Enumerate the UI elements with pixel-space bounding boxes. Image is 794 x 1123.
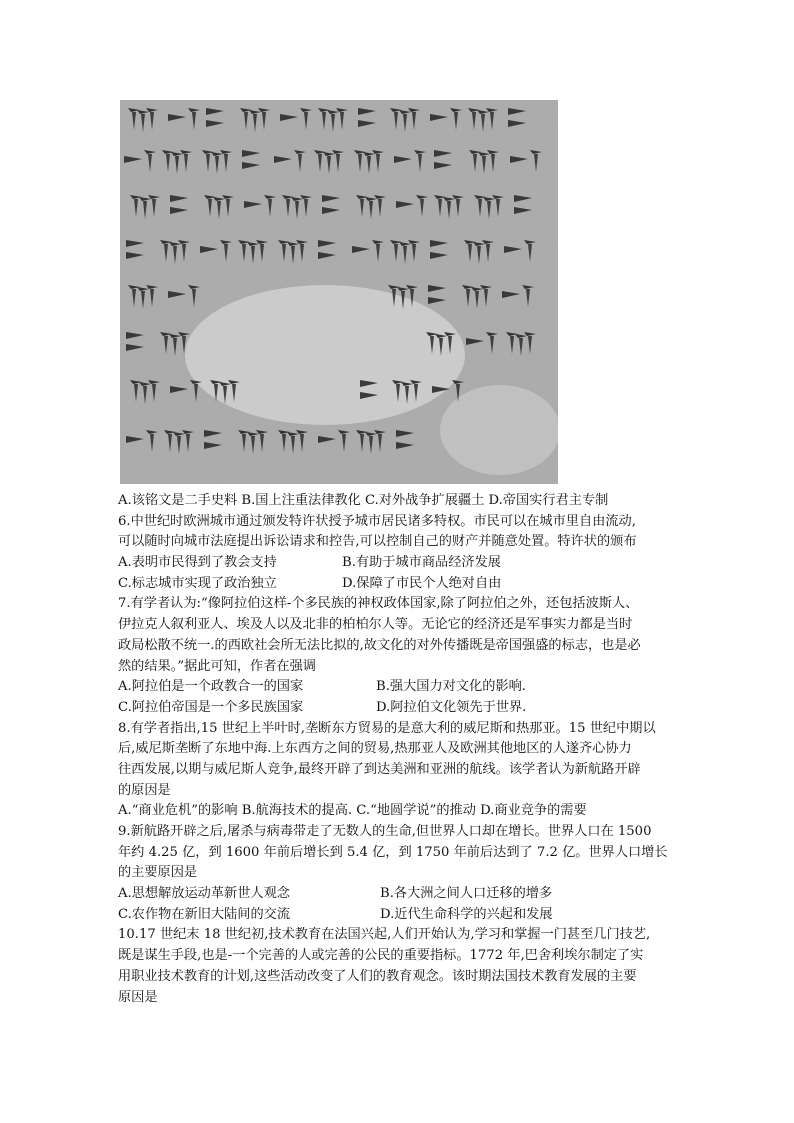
cuneiform-inscription-photo — [120, 100, 558, 484]
q7-stem-line-3: 政局松散不统一.的西欧社会所无法比拟的,故文化的对外传播既是帝国强盛的标志，也是必 — [118, 637, 641, 653]
q6-options-row-2 — [118, 574, 678, 595]
q8-stem-line-4: 的原因是 — [118, 782, 171, 798]
q10-stem-line-2: 既是谋生手段,也是-一个完善的人或完善的公民的重要指标。1772 年,巴舍利埃尔制定了实 — [118, 948, 644, 964]
q9-options-row-1 — [118, 884, 678, 905]
q7-option-c: C.阿拉伯帝国是一个多民族国家 — [118, 699, 304, 715]
q7-stem-line-2: 伊拉克人叙利亚人、埃及人以及北非的柏柏尔人等。无论它的经济还是军事实力都是当时 — [118, 617, 633, 633]
q9-option-a: A.思想解放运动革新世人观念 — [118, 886, 290, 902]
q9-stem-line-3: 的主要原因是 — [118, 865, 198, 881]
q7-options-row-1 — [118, 677, 678, 698]
q7-stem-line-4: 然的结果。”据此可知，作者在强调 — [118, 658, 316, 674]
q6-stem-line-2: 可以随时向城市法庭提出诉讼请求和控告,可以控制自己的财产并随意处置。特许状的颁布 — [118, 534, 637, 550]
q6-stem-line-1: 6.中世纪时欧洲城市通过颁发特许状授予城市居民诸多特权。市民可以在城市里自由流动, — [118, 513, 636, 529]
q9-option-c: C.农作物在新旧大陆间的交流 — [118, 906, 291, 922]
q9-stem-line-1: 9.新航路开辟之后,屠杀与病毒带走了无数人的生命,但世界人口却在增长。世界人口在 1500 — [118, 824, 652, 839]
q7-options-row-2 — [118, 698, 678, 719]
q10-stem-line-3: 用职业技术教育的计划,这些活动改变了人们的教育观念。该时期法国技术教育发展的主要 — [118, 968, 637, 984]
q6-option-d: D.保障了市民个人绝对自由 — [342, 575, 502, 591]
q8-stem-line-1: 8.有学者指出,15 世纪上半叶时,垄断东方贸易的是意大利的威尼斯和热那亚。15 世纪中期以 — [118, 720, 656, 736]
q9-options-row-2 — [118, 905, 678, 926]
q5-options: A.该铭文是二手史料 B.国上注重法律教化 C.对外战争扩展疆土 D.帝国实行君主专制 — [118, 493, 609, 508]
q7-option-b: B.强大国力对文化的影响. — [376, 679, 526, 695]
q10-stem-line-1: 10.17 世纪末 18 世纪初,技术教育在法国兴起,人们开始认为,学习和掌握一门甚至几门技艺, — [118, 927, 651, 943]
q8-stem-line-3: 往西发展,以期与威尼斯人竞争,最终开辟了到达美洲和亚洲的航线。该学者认为新航路开辟 — [118, 761, 641, 777]
q6-option-a: A.表明市民得到了教会支持 — [118, 555, 277, 571]
q8-options: A.“商业危机”的影响 B.航海技术的提高. C.“地圆学说”的推动 D.商业竞争的需要 — [118, 803, 587, 819]
q9-stem-line-2: 年约 4.25 亿，到 1600 年前后增长到 5.4 亿，到 1750 年前后达到了 7.2 亿。世界人口增长 — [118, 844, 668, 860]
q7-stem-line-1: 7.有学者认为:“像阿拉伯这样-个多民族的神权政体国家,除了阿拉伯之外，还包括波斯人、 — [118, 596, 639, 612]
q10-stem-line-4: 原因是 — [118, 989, 158, 1005]
q6-option-c: C.标志城市实现了政治独立 — [118, 575, 277, 591]
q7-option-a: A.阿拉伯是一个政教合一的国家 — [118, 679, 304, 695]
q9-option-d: D.近代生命科学的兴起和发展 — [380, 906, 553, 922]
q6-option-b: B.有助于城市商品经济发展 — [342, 555, 501, 571]
q6-options-row-1 — [118, 553, 678, 574]
q7-option-d: D.阿拉伯文化领先于世界. — [376, 699, 527, 715]
q9-option-b: B.各大洲之间人口迁移的增多 — [380, 886, 553, 902]
q8-stem-line-2: 后,威尼斯垄断了东地中海.上东西方之间的贸易,热那亚人及欧洲其他地区的人遂齐心协力 — [118, 741, 632, 757]
question-text — [118, 491, 678, 1008]
